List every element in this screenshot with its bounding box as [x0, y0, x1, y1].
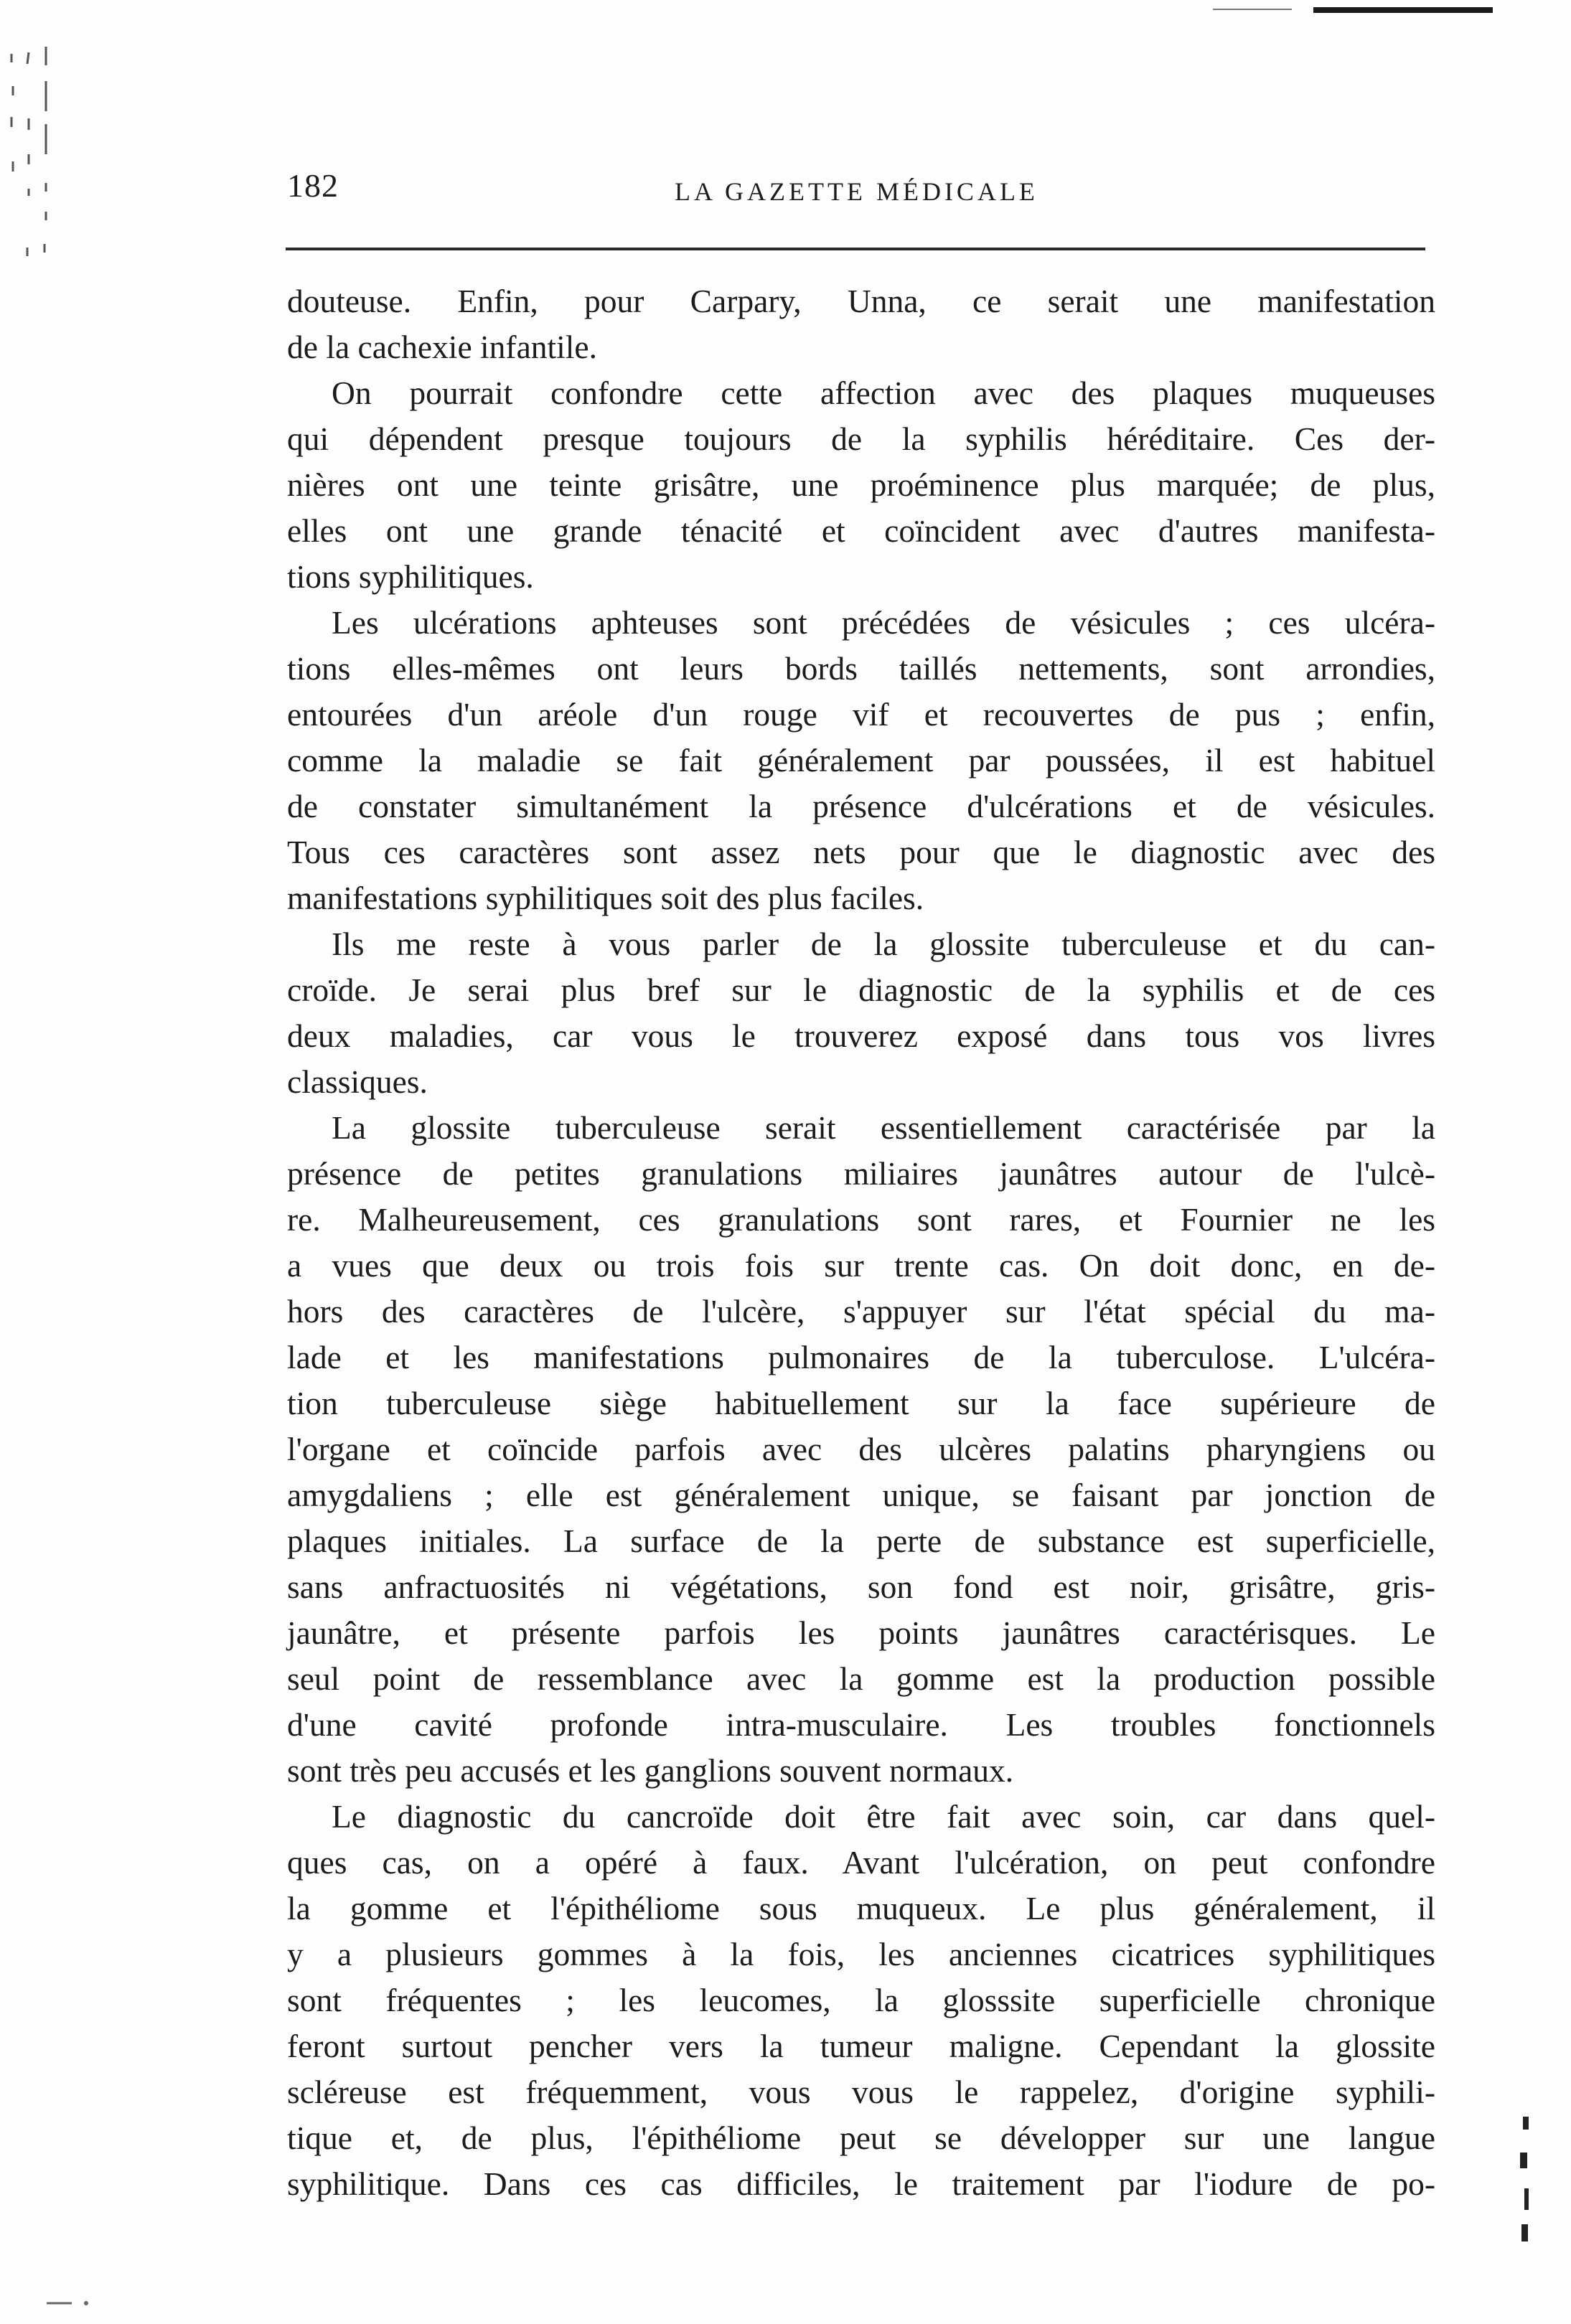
text-line: tique et, de plus, l'épithéliome peut se développer sur une langue [287, 2120, 1435, 2156]
text-line: de constater simultanément la présence d'ulcérations et de vésicules. [287, 788, 1435, 824]
text-line: nières ont une teinte grisâtre, une proéminence plus marquée; de plus, [287, 466, 1435, 503]
scan-bottom-mark [43, 2296, 108, 2310]
text-line: scléreuse est fréquemment, vous vous le rappelez, d'origine syphili- [287, 2074, 1435, 2110]
text-line: syphilitique. Dans ces cas difficiles, le traitement par l'iodure de po- [287, 2165, 1435, 2202]
text-line: plaques initiales. La surface de la perte de substance est superficielle, [287, 1523, 1435, 1559]
text-line: y a plusieurs gommes à la fois, les anciennes cicatrices syphilitiques [287, 1936, 1435, 1972]
text-line: présence de petites granulations miliaires jaunâtres autour de l'ulcè- [287, 1155, 1435, 1192]
text-line: d'une cavité profonde intra-musculaire. Les troubles fonctionnels [287, 1706, 1435, 1743]
header-rule [286, 248, 1425, 250]
text-line: entourées d'un aréole d'un rouge vif et recouvertes de pus ; enfin, [287, 696, 1435, 733]
text-line: croïde. Je serai plus bref sur le diagnostic de la syphilis et de ces [287, 972, 1435, 1008]
text-line: ques cas, on a opéré à faux. Avant l'ulcération, on peut confondre [287, 1844, 1435, 1881]
text-line: tions syphilitiques. [287, 558, 534, 595]
text-line: amygdaliens ; elle est généralement unique, se faisant par jonction de [287, 1477, 1435, 1513]
page-number: 182 [287, 167, 339, 204]
text-line: Ils me reste à vous parler de la glossite tuberculeuse et du can- [332, 926, 1435, 962]
text-line: l'organe et coïncide parfois avec des ulcères palatins pharyngiens ou [287, 1431, 1435, 1467]
text-line: tions elles-mêmes ont leurs bords taillés nettements, sont arrondies, [287, 650, 1435, 687]
scan-top-rule [1213, 6, 1493, 16]
text-line: comme la maladie se fait généralement par poussées, il est habituel [287, 742, 1435, 778]
text-line: On pourrait confondre cette affection avec des plaques muqueuses [332, 375, 1435, 411]
text-line: La glossite tuberculeuse serait essentiellement caractérisée par la [332, 1109, 1435, 1146]
text-line: Les ulcérations aphteuses sont précédées de vésicules ; ces ulcéra- [332, 604, 1435, 641]
text-line: deux maladies, car vous le trouverez exposé dans tous vos livres [287, 1017, 1435, 1054]
text-line: seul point de ressemblance avec la gomme est la production possible [287, 1660, 1435, 1697]
text-line: feront surtout pencher vers la tumeur maligne. Cependant la glossite [287, 2028, 1435, 2064]
text-line: Le diagnostic du cancroïde doit être fait avec soin, car dans quel- [332, 1798, 1435, 1835]
text-line: qui dépendent presque toujours de la syphilis héréditaire. Ces der- [287, 420, 1435, 457]
text-line: lade et les manifestations pulmonaires de la tuberculose. L'ulcéra- [287, 1339, 1435, 1375]
text-line: jaunâtre, et présente parfois les points jaunâtres caractérisques. Le [287, 1614, 1435, 1651]
text-line: a vues que deux ou trois fois sur trente cas. On doit donc, en de- [287, 1247, 1435, 1284]
text-line: Tous ces caractères sont assez nets pour que le diagnostic avec des [287, 834, 1435, 870]
text-line: re. Malheureusement, ces granulations sont rares, et Fournier ne les [287, 1201, 1435, 1238]
text-line: sans anfractuosités ni végétations, son fond est noir, grisâtre, gris- [287, 1568, 1435, 1605]
text-line: de la cachexie infantile. [287, 329, 598, 365]
scan-margin-marks [7, 39, 72, 276]
text-line: la gomme et l'épithéliome sous muqueux. Le plus généralement, il [287, 1890, 1435, 1927]
text-line: sont très peu accusés et les ganglions souvent normaux. [287, 1752, 1014, 1789]
text-line: elles ont une grande ténacité et coïncident avec d'autres manifesta- [287, 512, 1435, 549]
text-line: manifestations syphilitiques soit des plus faciles. [287, 880, 924, 916]
text-line: classiques. [287, 1063, 428, 1100]
scan-edge-marks [1507, 2102, 1536, 2260]
running-head: LA GAZETTE MÉDICALE [675, 177, 1038, 206]
text-line: douteuse. Enfin, pour Carpary, Unna, ce serait une manifestation [287, 283, 1435, 319]
body-text [287, 278, 1435, 2207]
text-line: hors des caractères de l'ulcère, s'appuyer sur l'état spécial du ma- [287, 1293, 1435, 1330]
text-line: sont fréquentes ; les leucomes, la glosssite superficielle chronique [287, 1982, 1435, 2018]
text-line: tion tuberculeuse siège habituellement sur la face supérieure de [287, 1385, 1435, 1421]
